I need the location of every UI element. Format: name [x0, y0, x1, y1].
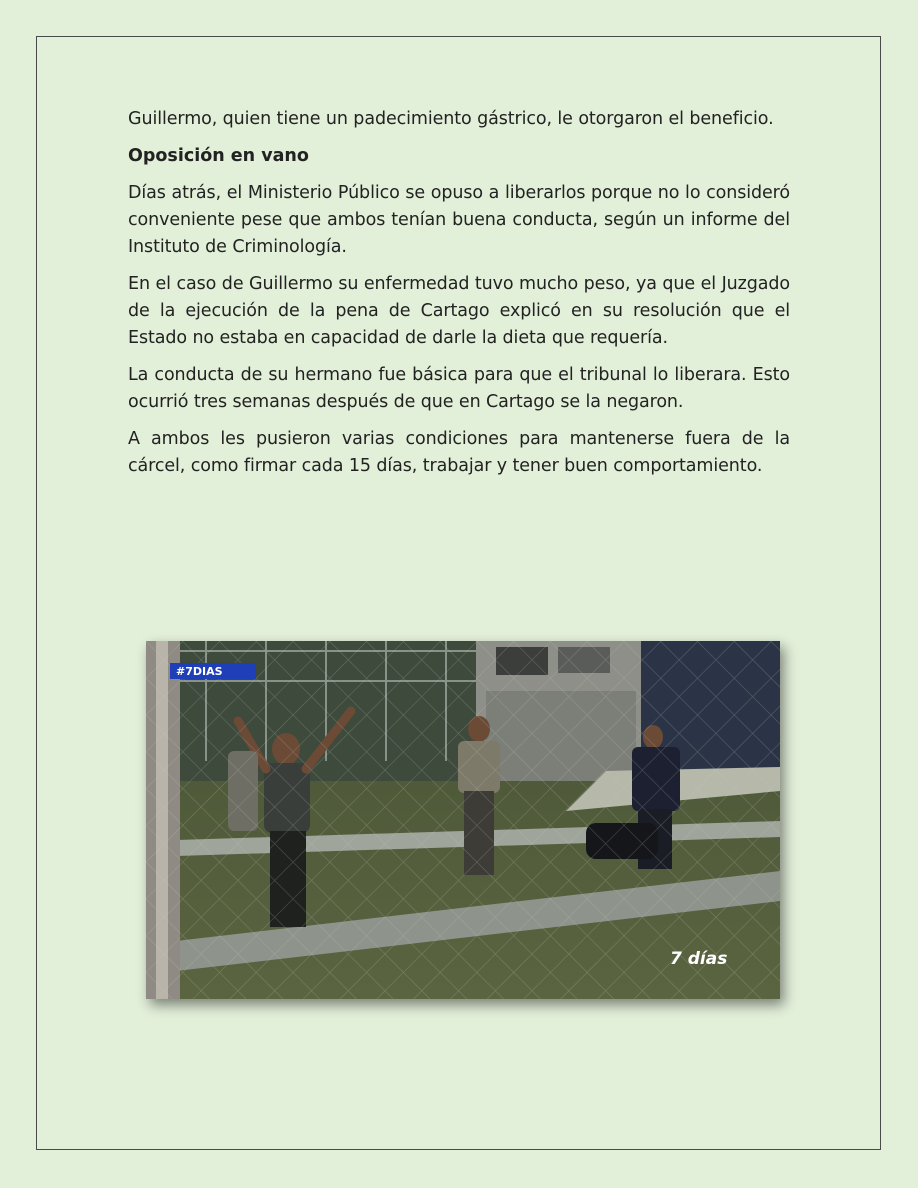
paragraph-2: Días atrás, el Ministerio Público se opuso a liberarlos porque no lo consideró conveniente pese que ambos tenían buena conducta, según un informe del Instituto de Criminología. — [128, 183, 790, 257]
paragraph-4: La conducta de su hermano fue básica para que el tribunal lo liberara. Esto ocurrió tres semanas después de que en Cartago se la negaron. — [128, 365, 790, 412]
paragraph-5: A ambos les pusieron varias condiciones para mantenerse fuera de la cárcel, como firmar cada 15 días, trabajar y tener buen comportamiento. — [128, 429, 790, 476]
hashtag-badge: #7DIAS — [176, 665, 223, 678]
paragraph-3: En el caso de Guillermo su enfermedad tuvo mucho peso, ya que el Juzgado de la ejecución de la pena de Cartago explicó en su resolución que el Estado no estaba en capacidad de darle la dieta que requería. — [128, 274, 790, 348]
news-photo — [146, 641, 780, 999]
paragraph-1: Guillermo, quien tiene un padecimiento gástrico, le otorgaron el beneficio. — [128, 109, 774, 129]
section-heading: Oposición en vano — [128, 146, 309, 166]
channel-logo: 7 días — [670, 949, 728, 969]
article-body — [128, 106, 790, 490]
